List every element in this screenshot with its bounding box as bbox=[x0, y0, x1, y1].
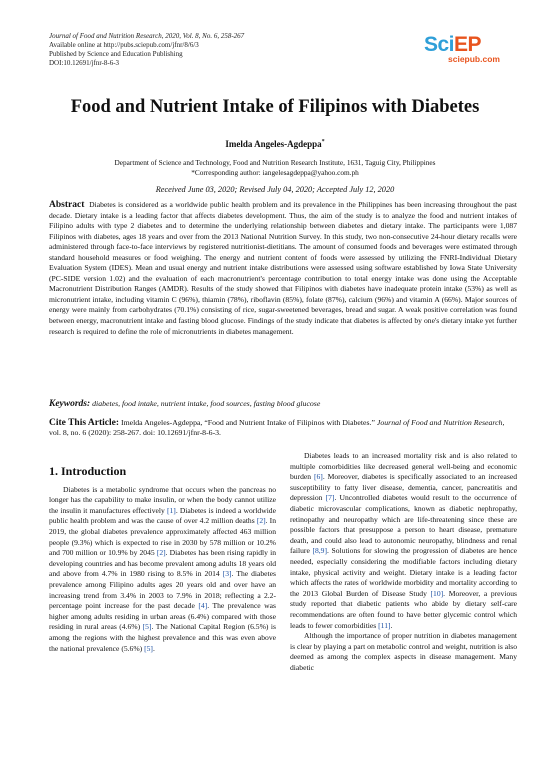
citation-link[interactable]: [10] bbox=[430, 588, 444, 598]
body-paragraph: Diabetes is a metabolic syndrome that occurs when the pancreas no longer has the capability to make insulin, or when the body cannot utilize the insulin it manufactures effectively [1]. Diabetes is indeed a worldwide public health problem and was the cause of over 4.2 million deaths [2]. In 2019, the global diabetes prevalence approximately affected 463 million people (9.3%) which is expected to rise in 2030 by 578 million or 10.2% and 700 million or 10.9% by 2045 [2]. Diabetes has been rising rapidly in developing countries and has become prevalent among adults 18 years old and above from 4.7% in 1980 rising to 8.5% in 2014 [3]. The diabetes prevalence among Filipino adults ages 20 years old and over have an increasing trend from 3.4% in 2003 to 7.9% in 2018; reflecting a 2.2-percentage point increase for the past decade [4]. The prevalence was higher among adults residing in urban areas (6.4%) compared with those residing in rural areas (4.6%) [5]. The National Capital Region (6.5%) is among the regions with the highest prevalence and this was even above the national prevalence (5.6%) [5]. bbox=[49, 484, 277, 653]
keywords-label: Keywords: bbox=[49, 399, 91, 409]
citation-link[interactable]: [2] bbox=[256, 516, 266, 526]
author-name: Imelda Angeles-Agdeppa bbox=[225, 139, 322, 149]
body-paragraph: Although the importance of proper nutrition in diabetes management is clear by playing a part on metabolic control and weight, nutrition is also deemed as among the complex aspects in disease management. Many diabetic bbox=[290, 631, 517, 672]
citation-link[interactable]: [6] bbox=[313, 472, 323, 482]
cite-label: Cite This Article: bbox=[49, 418, 120, 428]
sciep-logo[interactable] bbox=[424, 31, 514, 64]
journal-citation-line: Journal of Food and Nutrition Research, 2020, Vol. 8, No. 6, 258-267 bbox=[49, 32, 245, 40]
journal-header bbox=[49, 32, 244, 68]
citation-link[interactable]: [1] bbox=[166, 505, 176, 515]
cite-journal: Journal of Food and Nutrition Research, bbox=[376, 418, 505, 427]
cite-details: vol. 8, no. 6 (2020): 258-267. doi: 10.12691/jfnr-8-6-3. bbox=[49, 428, 222, 437]
citation-link[interactable]: [3] bbox=[222, 569, 232, 579]
citation-link[interactable]: [4] bbox=[198, 601, 208, 611]
keywords-block bbox=[49, 399, 517, 409]
citation-link[interactable]: [11] bbox=[378, 620, 391, 630]
corresponding-author-line: *Corresponding author: iangelesagdeppa@yahoo.com.ph bbox=[191, 168, 359, 177]
affiliation-line: Department of Science and Technology, Food and Nutrition Research Institute, 1631, Taguig City, Philippines bbox=[114, 158, 436, 167]
abstract-text: Diabetes is considered as a worldwide public health problem and its prevalence in the Philippines has been increasing throughout the past decade. Dietary intake is a leading factor that affects diabetes development. Thus, the aim of the study is to analyze the food and nutrient intakes of Filipino adults with type 2 diabetes and to determine the underlying relationship between diabetes and dietary intake. The participants were 1,087 Filipinos with diabetes, ages 18 years and over from the 2013 National Nutrition Survey. In this study, two non-consecutive 24-hour dietary recalls were administered through face-to-face interviews by registered nutritionist-dietitians. The amount of consumed foods and beverages were estimated through standard household measures or food weighing. The energy and nutrient content of foods were assessed by utilizing the FNRI-Individual Dietary Evaluation System (IDES). Mean and usual energy and nutrient intake distributions were assessed using software established by Iowa State University (PC-SIDE version 1.02) and the evaluation of each macronutrient's percentage contribution to total energy intake was done using the Acceptable Macronutrient Distribution Ranges (AMDR). Results of the study showed that Filipinos with diabetes have inadequate protein intake (53%) as well as micronutrient intake, including vitamin C (96%), thiamin (78%), riboflavin (85%), folate (87%), calcium (96%) and vitamin A (66%). Major sources of energy were mainly from carbohydrates (70.1%) consisting of rice, sugar-sweetened beverages, bread and sugar. A weak positive correlation was found between energy, macronutrient intake and fasting blood glucose. Findings of the study indicate that diabetes is affected by one's dietary intake yet further research is required to define the role of micronutrients in diabetes management. bbox=[49, 200, 517, 336]
citation-link[interactable]: [8,9] bbox=[312, 546, 327, 556]
cite-text: Imelda Angeles-Agdeppa, “Food and Nutrient Intake of Filipinos with Diabetes.” bbox=[120, 418, 375, 427]
affiliation bbox=[0, 158, 550, 178]
doi-line: DOI:10.12691/jfnr-8-6-3 bbox=[49, 59, 120, 67]
citation-link[interactable]: [7] bbox=[325, 493, 335, 503]
available-online-line[interactable]: Available online at http://pubs.sciepub.com/jfnr/8/6/3 bbox=[49, 41, 199, 49]
abstract-label: Abstract bbox=[49, 200, 85, 210]
corresponding-mark: * bbox=[321, 139, 325, 145]
section-heading: 1. Introduction bbox=[49, 464, 127, 478]
left-column bbox=[49, 451, 276, 654]
right-column bbox=[290, 451, 517, 673]
paper-title: Food and Nutrient Intake of Filipinos with Diabetes bbox=[70, 97, 480, 117]
body-paragraph: Diabetes leads to an increased mortality risk and is also related to multiple comorbidities like decreased general well-being and economic burden [6]. Moreover, diabetes is specifically associated to an increased susceptibility to fatty liver disease, dementia, cancer, pancreatitis and depression [7]. Uncontrolled diabetes would result to the occurrence of diabetic microvascular complications, known as diabetic nephropathy, retinopathy and neuropathy which are life-threatening since these are possible factors that presuppose a person to heart disease, premature death, and could also lead to autonomic neuropathy, blindness and renal failure [8,9]. Solutions for slowing the progression of diabetes are hence needed, especially considering the modifiable factors including dietary intake, physical activity and weight. Dietary intake is a leading factor which affects the rates of worldwide morbidity and mortality according to the 2013 Global Burden of Disease Study [10]. Moreover, a previous study reported that diabetic patients who abide by dietary self-care recommendations are often found to have better glycemic control which leads to fewer comorbidities [11]. bbox=[290, 451, 517, 630]
publisher-line: Published by Science and Education Publishing bbox=[49, 50, 183, 58]
citation-link[interactable]: [5] bbox=[144, 643, 153, 653]
received-dates: Received June 03, 2020; Revised July 04, 2020; Accepted July 12, 2020 bbox=[155, 185, 395, 194]
citation-link[interactable]: [2] bbox=[156, 548, 166, 558]
keywords-text: diabetes, food intake, nutrient intake, food sources, fasting blood glucose bbox=[92, 399, 321, 408]
citation-link[interactable]: [5] bbox=[142, 622, 152, 632]
cite-block bbox=[49, 418, 517, 438]
abstract-block bbox=[49, 200, 517, 337]
logo-mark: SciEP bbox=[424, 33, 482, 56]
author-line bbox=[0, 139, 550, 149]
logo-subtext: sciepub.com bbox=[448, 54, 500, 64]
